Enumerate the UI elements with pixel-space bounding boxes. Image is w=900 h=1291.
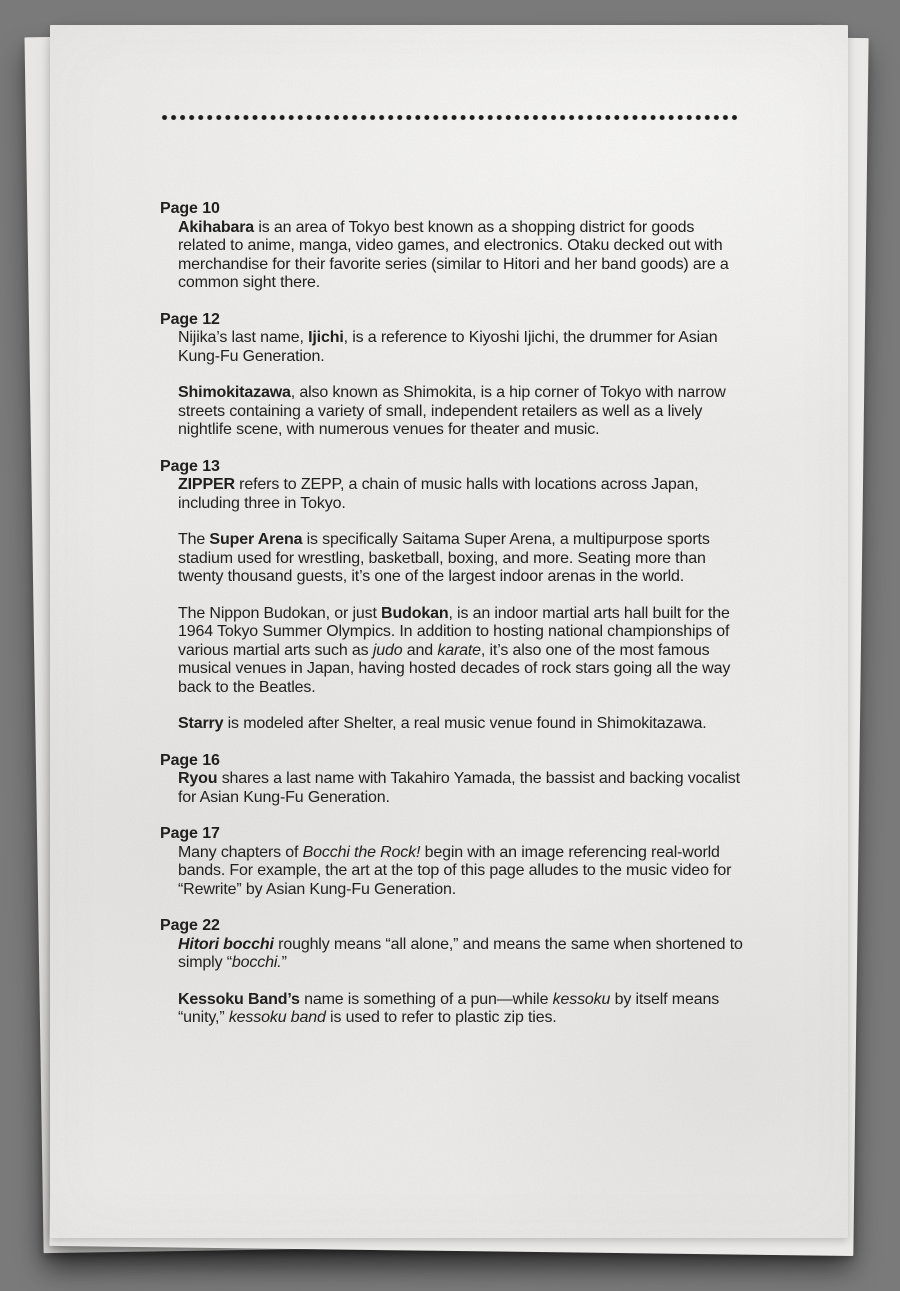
text-segment: Kessoku Band’s — [178, 990, 300, 1008]
section-paragraphs — [178, 219, 746, 293]
note-paragraph — [178, 476, 744, 513]
section-paragraphs — [178, 329, 746, 440]
text-segment: Ijichi — [308, 329, 344, 346]
text-segment: and — [402, 641, 438, 659]
page-section — [160, 458, 746, 734]
text-segment: karate — [437, 641, 481, 659]
text-segment: name is something of a pun—while — [299, 990, 553, 1008]
text-segment: Shimokitazawa — [178, 384, 291, 401]
text-segment: Ryou — [178, 770, 218, 787]
text-segment: Many chapters of — [178, 843, 303, 861]
text-segment: , is an indoor martial arts hall built for the 1964 Tokyo Summer Olympics. In addition to hosting national championships of various martial arts such as — [178, 604, 730, 659]
text-segment: roughly means “all alone,” and means the same when shortened to simply “ — [178, 935, 743, 971]
note-paragraph — [178, 384, 744, 440]
note-paragraph — [178, 991, 744, 1028]
text-segment: Super Arena — [209, 531, 303, 548]
section-paragraphs — [178, 844, 746, 900]
section-heading: Page 22 — [160, 917, 220, 934]
section-paragraphs — [178, 936, 746, 1028]
text-segment: kessoku — [552, 990, 611, 1008]
note-paragraph — [178, 531, 744, 587]
note-paragraph — [178, 844, 744, 900]
note-paragraph — [178, 329, 744, 366]
text-segment: , also known as Shimokita, is a hip corner of Tokyo with narrow streets containing a variety of small, independent retailers as well as a lively nightlife scene, with numerous venues for theater and music. — [178, 384, 726, 438]
note-paragraph — [178, 770, 744, 807]
text-segment: by itself means “unity,” — [178, 990, 720, 1026]
page-section — [160, 752, 746, 808]
text-segment: refers to ZEPP, a chain of music halls with locations across Japan, including three in Tokyo. — [178, 476, 699, 512]
section-heading: Page 10 — [160, 200, 220, 217]
text-segment: judo — [372, 641, 403, 659]
note-paragraph — [178, 605, 744, 698]
notes-page — [50, 25, 848, 1238]
text-segment: The Nippon Budokan, or just — [178, 604, 382, 622]
text-segment: is modeled after Shelter, a real music venue found in Shimokitazawa. — [223, 715, 707, 732]
notes-content — [160, 115, 746, 1046]
text-segment: Akihabara — [178, 218, 255, 236]
section-heading: Page 13 — [160, 457, 220, 475]
text-segment: is specifically Saitama Super Arena, a multipurpose sports stadium used for wrestling, basketball, boxing, and more. Seating more than twenty thousand guests, it’s one of the largest indoor arenas in the world. — [178, 531, 710, 585]
page-section — [160, 825, 746, 899]
text-segment: shares a last name with Takahiro Yamada, the bassist and backing vocalist for Asian Kung-Fu Generation. — [178, 770, 740, 806]
page-section — [160, 200, 746, 293]
text-segment: Nijika’s last name, — [178, 329, 309, 346]
text-segment: begin with an image referencing real-world bands. For example, the art at the top of this page alludes to the music video for “Rewrite” by Asian Kung-Fu Generation. — [178, 843, 732, 898]
section-paragraphs — [178, 476, 746, 734]
text-segment: Budokan — [381, 604, 449, 622]
text-segment: , is a reference to Kiyoshi Ijichi, the drummer for Asian Kung-Fu Generation. — [178, 329, 718, 365]
text-segment: , it’s also one of the most famous musical venues in Japan, having hosted decades of rock stars going all the way back to the Beatles. — [178, 641, 731, 696]
note-paragraph — [178, 219, 744, 293]
text-segment: is an area of Tokyo best known as a shopping district for goods related to anime, manga, video games, and electronics. Otaku decked out with merchandise for their favorite series (similar to Hitori and her band goods) are a common sight there. — [178, 218, 729, 291]
text-segment: The — [178, 531, 210, 548]
section-paragraphs — [178, 770, 746, 807]
text-segment: Starry — [178, 715, 224, 732]
text-segment: kessoku band — [228, 1009, 326, 1026]
text-segment: is used to refer to plastic zip ties. — [325, 1009, 557, 1026]
page-section — [160, 311, 746, 440]
text-segment: ZIPPER — [178, 476, 235, 493]
section-heading: Page 12 — [160, 310, 220, 328]
note-paragraph — [178, 936, 744, 973]
text-segment: ” — [281, 954, 287, 971]
text-segment: bocchi. — [231, 954, 282, 971]
section-heading: Page 16 — [160, 751, 220, 769]
text-segment: Bocchi the Rock! — [302, 843, 421, 861]
dotted-divider — [160, 115, 738, 120]
page-section — [160, 917, 746, 1028]
notes-sections — [160, 200, 746, 1028]
section-heading: Page 17 — [160, 825, 220, 842]
text-segment: Hitori bocchi — [178, 935, 274, 953]
note-paragraph — [178, 715, 744, 734]
